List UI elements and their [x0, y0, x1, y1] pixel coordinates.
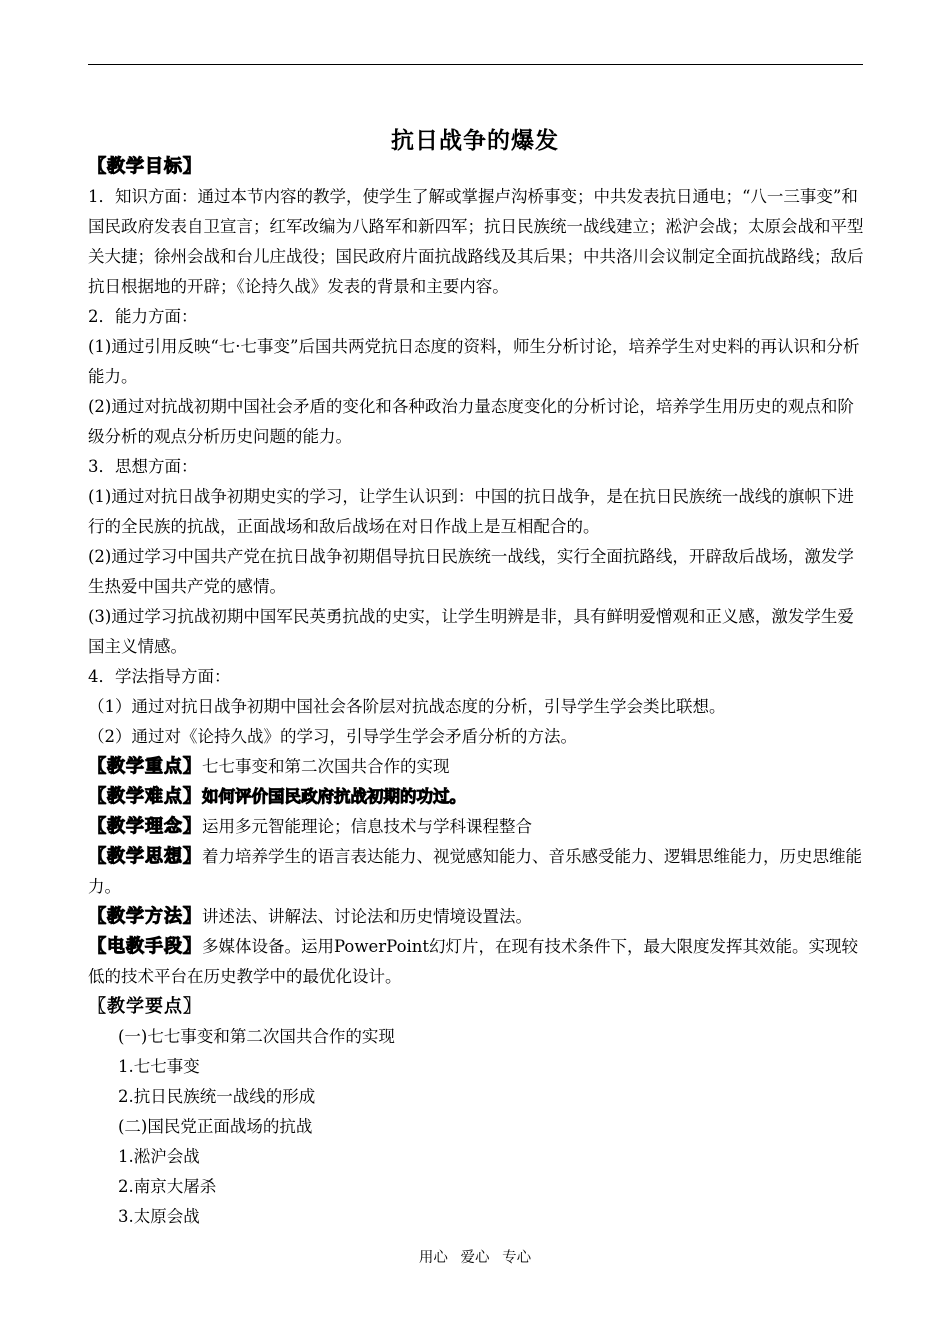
outline-item: 3.太原会战 [118, 1207, 200, 1226]
objective-ability-2: (2)通过对抗战初期中国社会矛盾的变化和各种政治力量态度变化的分析讨论，培养学生用历史的观点和阶级分析的观点分析历史问题的能力。 [88, 397, 854, 446]
outline-item: 1.七七事变 [118, 1057, 200, 1076]
outline-item: 1.淞沪会战 [118, 1147, 200, 1166]
objective-thought-2: (2)通过学习中国共产党在抗日战争初期倡导抗日民族统一战线，实行全面抗路线，开辟敌后战场，激发学生热爱中国共产党的感情。 [88, 547, 854, 596]
objective-ability-heading: 2．能力方面： [88, 307, 198, 326]
difficulty-label: 〖教学难点〗 [88, 786, 202, 807]
objective-method-1: （1）通过对抗日战争初期中国社会各阶层对抗战态度的分析，引导学生学会类比联想。 [88, 697, 726, 716]
outline-item: (一)七七事变和第二次国共合作的实现 [118, 1027, 395, 1046]
objective-method-heading: 4．学法指导方面： [88, 667, 231, 686]
media-text: 多媒体设备。运用PowerPoint幻灯片，在现有技术条件下，最大限度发挥其效能。实现较低的技术平台在历史教学中的最优化设计。 [88, 937, 859, 986]
difficulty-text: 如何评价国民政府抗战初期的功过。 [202, 787, 466, 806]
concept-text: 运用多元智能理论；信息技术与学科课程整合 [202, 817, 532, 836]
concept-label: 〖教学理念〗 [88, 816, 202, 837]
idea-text: 着力培养学生的语言表达能力、视觉感知能力、音乐感受能力、逻辑思维能力，历史思维能力。 [88, 847, 862, 896]
approach-line [88, 902, 868, 932]
objectives-label: 〖教学目标〗 [88, 156, 202, 177]
approach-label: 〖教学方法〗 [88, 906, 202, 927]
header-rule [88, 64, 863, 65]
media-line [88, 932, 868, 992]
outline-item: 2.南京大屠杀 [118, 1177, 217, 1196]
key-point-label: 〖教学重点〗 [88, 756, 202, 777]
difficulty-line [88, 782, 868, 812]
objective-knowledge: 1．知识方面：通过本节内容的教学，使学生了解或掌握卢沟桥事变；中共发表抗日通电；“八一三事变”和国民政府发表自卫宣言；红军改编为八路军和新四军；抗日民族统一战线建立；淞沪会战；太原会战和平型关大捷；徐州会战和台儿庄战役；国民政府片面抗战路线及其后果；中共洛川会议制定全面抗战路线；敌后抗日根据地的开辟；《论持久战》发表的背景和主要内容。 [88, 187, 864, 296]
outline-item: (二)国民党正面战场的抗战 [118, 1117, 313, 1136]
objective-thought-1: (1)通过对抗日战争初期史实的学习，让学生认识到：中国的抗日战争，是在抗日民族统一战线的旗帜下进行的全民族的抗战，正面战场和敌后战场在对日作战上是互相配合的。 [88, 487, 854, 536]
page-footer: 用心 爱心 专心 [418, 1250, 532, 1266]
objective-thought-heading: 3．思想方面： [88, 457, 198, 476]
objective-ability-1: (1)通过引用反映“七·七事变”后国共两党抗日态度的资料，师生分析讨论，培养学生对史料的再认识和分析能力。 [88, 337, 860, 386]
document-body [88, 152, 868, 1232]
points-label: 〖教学要点〗 [88, 996, 202, 1017]
idea-label: 〖教学思想〗 [88, 846, 202, 867]
document-title: 抗日战争的爆发 [391, 128, 559, 154]
objective-method-2: （2）通过对《论持久战》的学习，引导学生学会矛盾分析的方法。 [88, 727, 577, 746]
approach-text: 讲述法、讲解法、讨论法和历史情境设置法。 [202, 907, 532, 926]
key-point-line [88, 752, 868, 782]
objective-thought-3: (3)通过学习抗战初期中国军民英勇抗战的史实，让学生明辨是非，具有鲜明爱憎观和正义感，激发学生爱国主义情感。 [88, 607, 854, 656]
idea-line [88, 842, 868, 902]
outline-item: 2.抗日民族统一战线的形成 [118, 1087, 316, 1106]
media-label: 〖电教手段〗 [88, 936, 202, 957]
concept-line [88, 812, 868, 842]
key-point-text: 七七事变和第二次国共合作的实现 [202, 757, 450, 776]
